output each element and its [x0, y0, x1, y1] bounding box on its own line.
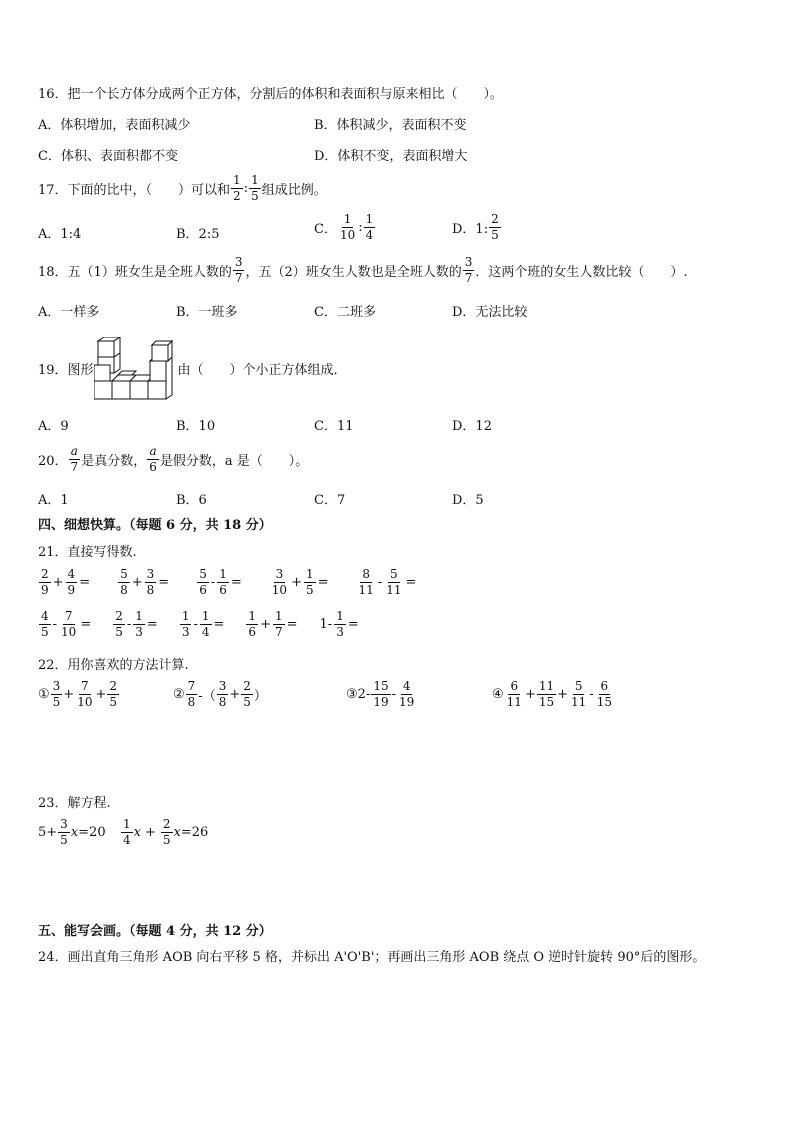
- q21-expression: $\frac{5}{6}$ - $\frac{1}{6}$ =: [199, 567, 242, 597]
- question-17-stem: [38, 174, 327, 203]
- question-23-stem: 23．解方程.: [38, 796, 111, 811]
- q19-option-b[interactable]: B．10: [176, 419, 216, 434]
- q21-expression: $\frac{2}{9}$ + $\frac{4}{9}$ =: [41, 567, 91, 597]
- q16-option-b[interactable]: B．体积减少，表面积不变: [314, 118, 467, 133]
- q17-option-b[interactable]: B．2:5: [176, 227, 220, 242]
- q23-equation-1: 5+ $\frac{3}{5}$ x =20: [38, 817, 106, 847]
- q17-option-d[interactable]: D．1: $\frac{2}{5}$: [452, 212, 499, 242]
- q18-option-d[interactable]: D．无法比较: [452, 305, 528, 320]
- q17-option-c[interactable]: C． $\frac{1}{10}$ : $\frac{1}{4}$: [314, 212, 374, 242]
- q22-expr-1: ① $\frac{3}{5}$ + $\frac{7}{10}$ + $\frac{2}{5}$: [38, 679, 118, 709]
- q17-ratio-fraction-b: $\frac{1}{5}$: [251, 173, 259, 203]
- q22-expr-4: ④ $\frac{6}{11}$ + $\frac{11}{15}$ + $\frac{5}{11}$ - $\frac{6}{15}$: [492, 679, 612, 709]
- question-22-stem: 22．用你喜欢的方法计算.: [38, 658, 189, 673]
- q20-option-d[interactable]: D．5: [452, 493, 484, 508]
- question-16-stem: 16．把一个长方体分成两个正方体，分割后的体积和表面积与原来相比（ ）。: [38, 87, 504, 102]
- q19-option-a[interactable]: A．9: [38, 419, 69, 434]
- q19-option-c[interactable]: C．11: [314, 419, 354, 434]
- q17-option-a[interactable]: A．1:4: [38, 227, 82, 242]
- q18-fraction-2: $\frac{3}{7}$: [464, 255, 473, 285]
- cube-stack-figure: [94, 337, 180, 403]
- q20-option-b[interactable]: B．6: [176, 493, 207, 508]
- q21-expression: $\frac{8}{11}$ - $\frac{5}{11}$ =: [358, 567, 417, 597]
- q20-fraction-1: $\frac{a}{7}$: [70, 444, 79, 474]
- q16-option-d[interactable]: D．体积不变，表面积增大: [314, 149, 468, 164]
- q17-ratio-fraction-a: $\frac{1}{2}$: [233, 173, 241, 203]
- q20-option-a[interactable]: A．1: [38, 493, 69, 508]
- q22-expr-2: ② $\frac{7}{8}$ -（ $\frac{3}{8}$ + $\frac{2}{5}$ ）: [173, 679, 267, 709]
- q16-option-a[interactable]: A．体积增加，表面积减少: [38, 118, 191, 133]
- q17-ratio-colon: :: [243, 181, 249, 196]
- q17-stem-text-a: 17．下面的比中，（ ）可以和: [38, 183, 231, 198]
- section-4-title: 四、细想快算。（每题 6 分，共 18 分）: [38, 518, 272, 533]
- q18-fraction-1: $\frac{3}{7}$: [234, 255, 243, 285]
- q21-expression: $\frac{1}{6}$ + $\frac{1}{7}$ =: [248, 609, 298, 639]
- q23-equation-2: $\frac{1}{4}$ x + $\frac{2}{5}$ x =26: [123, 817, 209, 847]
- q22-expr-3: ③2- $\frac{15}{19}$ - $\frac{4}{19}$: [346, 679, 415, 709]
- question-21-stem: 21．直接写得数.: [38, 545, 137, 560]
- q21-expression: $\frac{2}{5}$ - $\frac{1}{3}$ =: [115, 609, 158, 639]
- q18-option-b[interactable]: B．一班多: [176, 305, 238, 320]
- q21-expression: $\frac{3}{10}$ + $\frac{1}{5}$ =: [271, 567, 329, 597]
- question-19-stem: 19．图形 由（ ）个小正方体组成．: [38, 363, 347, 378]
- question-20-stem: 20． $\frac{a}{7}$ 是真分数， $\frac{a}{6}$ 是假分数，a 是（ ）。: [38, 444, 309, 474]
- q17-stem-text-b: 组成比例。: [261, 183, 327, 198]
- question-24-stem: 24．画出直角三角形 AOB 向右平移 5 格，并标出 A'O'B'；再画出三角形 AOB 绕点 O 逆时针旋转 90°后的图形。: [38, 950, 706, 965]
- q19-option-d[interactable]: D．12: [452, 419, 492, 434]
- section-5-title: 五、能写会画。（每题 4 分，共 12 分）: [38, 924, 272, 939]
- question-18-stem: 18．五（1）班女生是全班人数的 $\frac{3}{7}$ ，五（2）班女生人数也是全班人数的 $\frac{3}{7}$ ．这两个班的女生人数比较（ ）.: [38, 255, 688, 285]
- q21-expression: 1- $\frac{1}{3}$ =: [319, 609, 359, 639]
- q20-option-c[interactable]: C．7: [314, 493, 346, 508]
- q20-fraction-2: $\frac{a}{6}$: [149, 444, 157, 474]
- q21-expression: $\frac{5}{8}$ + $\frac{3}{8}$ =: [120, 567, 170, 597]
- q18-option-a[interactable]: A．一样多: [38, 305, 100, 320]
- q21-expression: $\frac{1}{3}$ - $\frac{1}{4}$ =: [181, 609, 225, 639]
- q16-option-c[interactable]: C．体积、表面积都不变: [38, 149, 178, 164]
- q21-row-1: [38, 568, 443, 597]
- q21-expression: $\frac{4}{5}$ - $\frac{7}{10}$ =: [41, 609, 92, 639]
- q21-row-2: [38, 610, 360, 639]
- q18-option-c[interactable]: C．二班多: [314, 305, 376, 320]
